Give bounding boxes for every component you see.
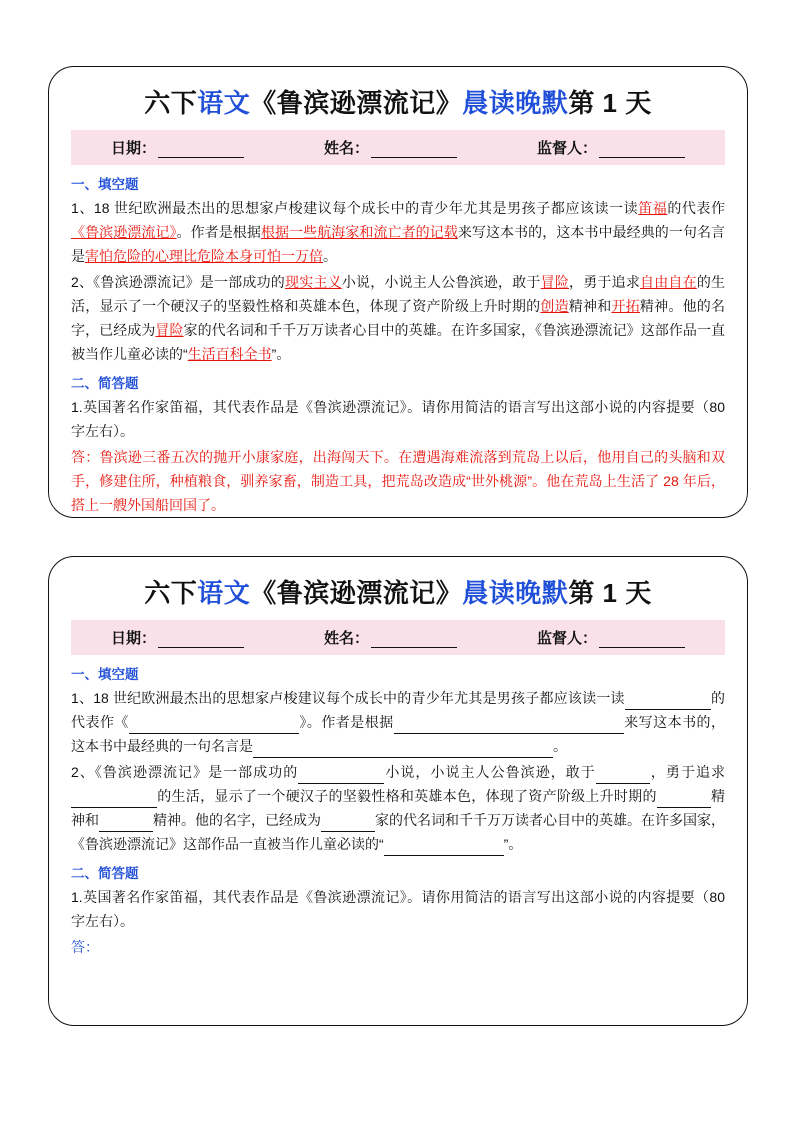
q2-blank-6[interactable] xyxy=(321,817,375,832)
question-2-answered xyxy=(71,270,725,366)
q1-text-c: 。作者是根据 xyxy=(176,223,261,240)
supervisor-blank[interactable] xyxy=(599,142,685,158)
title-part-book: 《鲁滨逊漂流记》 xyxy=(250,88,463,118)
question-1-blank xyxy=(71,686,725,758)
q1-answer-1: 笛福 xyxy=(638,199,668,216)
q1-text-e: 。 xyxy=(323,247,337,264)
q1-answer-4: 害怕危险的心理比危险本身可怕一万倍 xyxy=(85,247,323,264)
date-blank[interactable] xyxy=(158,142,244,158)
q2-answer-5: 开拓 xyxy=(611,297,640,314)
date-field-blank[interactable] xyxy=(111,627,244,648)
q2-blank-2[interactable] xyxy=(596,769,650,784)
q2-text-a-blank: 2、《鲁滨逊漂流记》是一部成功的 xyxy=(71,763,299,780)
date-label: 日期： xyxy=(110,139,156,157)
q1-text-a: 1、18 世纪欧洲最杰出的思想家卢梭建议每个成长中的青少年尤其是男孩子都应该读一读 xyxy=(71,199,639,216)
supervisor-label-blank: 监督人： xyxy=(536,629,597,647)
q2-text-h: ”。 xyxy=(271,345,291,362)
q1-blank-2[interactable] xyxy=(129,719,299,734)
q2-text-c: ，勇于追求 xyxy=(569,273,641,290)
question-1-answered xyxy=(71,196,725,268)
q2-text-b-blank: 小说，小说主人公鲁滨逊，敢于 xyxy=(384,763,596,780)
q1-text-d: 来写这本书的，这本书中最经典的一句名言是 xyxy=(71,223,726,264)
q2-text-e: 精神和 xyxy=(568,297,612,314)
supervisor-field-blank[interactable] xyxy=(537,627,685,648)
short-answer-question-answered: 1.英国著名作家笛福，其代表作品是《鲁滨逊漂流记》。请你用简洁的语言写出这部小说的内容提要（80 字左右）。 xyxy=(71,399,725,440)
title-part-grade-blank: 六下 xyxy=(144,578,198,608)
q1-text-c-blank: 》。作者是根据 xyxy=(298,713,394,730)
date-blank-line[interactable] xyxy=(158,632,244,648)
short-answer-question-blank: 1.英国著名作家笛福，其代表作品是《鲁滨逊漂流记》。请你用简洁的语言写出这部小说的内容提要（80 字左右）。 xyxy=(71,889,725,930)
title-part-subject: 语文 xyxy=(197,88,251,118)
q2-blank-5[interactable] xyxy=(99,817,153,832)
question-2-blank xyxy=(71,760,725,856)
q2-answer-3: 自由自在 xyxy=(640,273,697,290)
q2-text-d-blank: 的生活，显示了一个硬汉子的坚毅性格和英雄本色，体现了资产阶级上升时期的 xyxy=(157,787,657,804)
name-label-blank: 姓名： xyxy=(323,629,369,647)
title-part-day-blank: 第 1 天 xyxy=(568,578,652,608)
q2-text-g-blank: 家的代名词和千千万万读者心目中的英雄。在许多国家，《鲁滨逊漂流记》这部作品一直被当作儿童必读的“ xyxy=(71,811,725,852)
date-label-blank: 日期： xyxy=(110,629,156,647)
title-part-subject-blank: 语文 xyxy=(197,578,251,608)
q2-blank-7[interactable] xyxy=(384,841,504,856)
q1-text-e-blank: 。 xyxy=(553,737,567,754)
q2-answer-2: 冒险 xyxy=(540,273,570,290)
q2-answer-6: 冒险 xyxy=(155,321,184,338)
section-fill-in-heading-blank: 一、填空题 xyxy=(71,666,139,682)
section-short-answer-heading: 二、简答题 xyxy=(71,376,139,392)
q2-text-b: 小说，小说主人公鲁滨逊，敢于 xyxy=(341,273,541,290)
page-title xyxy=(71,87,725,120)
supervisor-label: 监督人： xyxy=(536,139,597,157)
worksheet-card-blank xyxy=(48,556,748,1026)
answer-label: 答： xyxy=(71,449,100,466)
q2-text-d: 的生活，显示了一个硬汉子的坚毅性格和英雄本色，体现了资产阶级上升时期的 xyxy=(71,273,726,314)
meta-bar-blank xyxy=(71,620,725,655)
q1-text-b: 的代表作 xyxy=(667,199,725,216)
title-part-book-blank: 《鲁滨逊漂流记》 xyxy=(250,578,463,608)
section-fill-in-heading: 一、填空题 xyxy=(71,176,139,192)
name-blank-line[interactable] xyxy=(371,632,457,648)
title-part-day: 第 1 天 xyxy=(568,88,652,118)
q2-text-f-blank: 精神。他的名字，已经成为 xyxy=(153,811,321,828)
q2-text-a: 2、《鲁滨逊漂流记》是一部成功的 xyxy=(71,273,285,290)
q1-blank-1[interactable] xyxy=(625,695,711,710)
q2-blank-4[interactable] xyxy=(657,793,711,808)
short-answer-response-blank[interactable]: 答： xyxy=(71,939,99,956)
q2-answer-1: 现实主义 xyxy=(285,273,342,290)
q1-text-a-blank: 1、18 世纪欧洲最杰出的思想家卢梭建议每个成长中的青少年尤其是男孩子都应该读一读 xyxy=(71,689,625,706)
worksheet-card-answered xyxy=(48,66,748,518)
date-field[interactable] xyxy=(111,137,244,158)
q2-answer-4: 创造 xyxy=(540,297,569,314)
q2-text-g: 家的代名词和千千万万读者心目中的英雄。在许多国家，《鲁滨逊漂流记》这部作品一直被当作儿童必读的“ xyxy=(71,321,726,362)
section-short-answer-heading-blank: 二、简答题 xyxy=(71,866,139,882)
title-part-activity-blank: 晨读晚默 xyxy=(462,578,569,608)
q1-blank-3[interactable] xyxy=(394,719,624,734)
answer-text: 鲁滨逊三番五次的抛开小康家庭，出海闯天下。在遭遇海难流落到荒岛上以后，他用自己的头脑和双手，修建住所，种植粮食，驯养家畜，制造工具，把荒岛改造成“世外桃源”。他在荒岛上生活了 28 年后，搭上一艘外国船回国了。 xyxy=(71,449,726,514)
q2-blank-1[interactable] xyxy=(298,769,384,784)
supervisor-field[interactable] xyxy=(537,137,685,158)
q2-text-c-blank: ，勇于追求 xyxy=(649,763,726,780)
q2-text-e-blank: 精神和 xyxy=(71,787,726,828)
q2-answer-7: 生活百科全书 xyxy=(187,345,272,362)
title-part-grade: 六下 xyxy=(144,88,198,118)
supervisor-blank-line[interactable] xyxy=(599,632,685,648)
q2-blank-3[interactable] xyxy=(71,793,157,808)
title-part-activity: 晨读晚默 xyxy=(462,88,569,118)
q1-answer-3: 根据一些航海家和流亡者的记载 xyxy=(260,223,458,240)
q2-text-f: 精神。他的名字，已经成为 xyxy=(71,297,726,338)
q2-text-h-blank: ”。 xyxy=(503,835,523,852)
q1-text-d-blank: 来写这本书的，这本书中最经典的一句名言是 xyxy=(71,713,726,754)
short-answer-response xyxy=(71,445,725,517)
meta-bar xyxy=(71,130,725,165)
name-label: 姓名： xyxy=(323,139,369,157)
q1-text-b-blank: 的代表作《 xyxy=(71,689,725,730)
name-field[interactable] xyxy=(324,137,457,158)
name-field-blank[interactable] xyxy=(324,627,457,648)
name-blank[interactable] xyxy=(371,142,457,158)
q1-answer-2: 《鲁滨逊漂流记》 xyxy=(71,223,177,240)
page-title-blank xyxy=(71,577,725,610)
q1-blank-4[interactable] xyxy=(253,743,553,758)
